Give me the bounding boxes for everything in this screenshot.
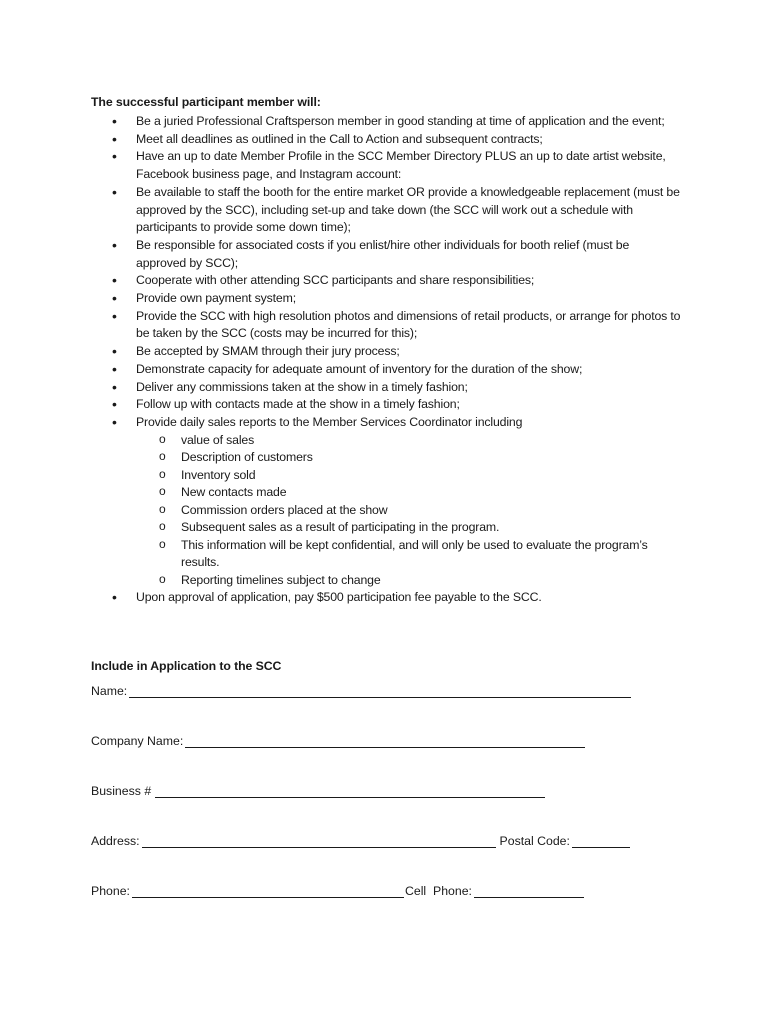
list-item: • Follow up with contacts made at the show in a timely fashion; [91,396,681,414]
sub-list-item: o Inventory sold [136,467,681,485]
list-item: • Provide own payment system; [91,290,681,308]
list-item: • Be available to staff the booth for the entire market OR provide a knowledgeable replacement (must be approved by the SCC), including set-up and take down (the SCC will work out a schedule with participants to provide some down time); [91,184,681,237]
postal-code-field[interactable] [572,835,630,848]
application-heading: Include in Application to the SCC [91,659,282,673]
cell-phone-field[interactable] [474,885,584,898]
list-item: • Be a juried Professional Craftsperson member in good standing at time of application and the event; [91,113,681,131]
list-item: • Demonstrate capacity for adequate amount of inventory for the duration of the show; [91,361,681,379]
company-name-label: Company Name: [91,734,184,748]
sub-list-item: o Reporting timelines subject to change [136,572,681,590]
sub-list-item: o This information will be kept confidential, and will only be used to evaluate the program’s results. [136,537,681,572]
address-row [91,834,630,848]
sub-list-item: o Subsequent sales as a result of participating in the program. [136,519,681,537]
requirements-list [91,113,681,607]
cell-phone-label: Cell Phone: [404,884,472,898]
list-item-sales-reports [91,414,681,589]
business-row [91,784,545,798]
sub-list-item: o Description of customers [136,449,681,467]
phone-field[interactable] [132,885,404,898]
sub-list-item: o New contacts made [136,484,681,502]
list-item: • Be responsible for associated costs if you enlist/hire other individuals for booth relief (must be approved by SCC); [91,237,681,272]
list-item: • Have an up to date Member Profile in the SCC Member Directory PLUS an up to date artist website, Facebook business page, and Instagram account: [91,148,681,183]
address-field[interactable] [142,835,496,848]
business-number-label: Business # [91,784,152,798]
company-row [91,734,585,748]
list-item-text: Provide daily sales reports to the Member Services Coordinator including [136,414,523,429]
list-item: • Be accepted by SMAM through their jury process; [91,343,681,361]
name-field[interactable] [129,685,631,698]
sub-list-item: o value of sales [136,432,681,450]
list-item: • Meet all deadlines as outlined in the Call to Action and subsequent contracts; [91,131,681,149]
address-label: Address: [91,834,140,848]
list-item: • Deliver any commissions taken at the show in a timely fashion; [91,379,681,397]
postal-code-label: Postal Code: [499,834,570,848]
sub-list-item: o Commission orders placed at the show [136,502,681,520]
name-row [91,684,631,698]
business-number-field[interactable] [155,785,545,798]
company-name-field[interactable] [185,735,585,748]
sales-report-sublist [136,432,681,590]
requirements-heading: The successful participant member will: [91,95,321,109]
list-item: • Upon approval of application, pay $500 participation fee payable to the SCC. [91,589,681,607]
list-item: • Provide the SCC with high resolution photos and dimensions of retail products, or arrange for photos to be taken by the SCC (costs may be incurred for this); [91,308,681,343]
phone-row [91,884,584,898]
name-label: Name: [91,684,128,698]
list-item: • Cooperate with other attending SCC participants and share responsibilities; [91,272,681,290]
phone-label: Phone: [91,884,130,898]
